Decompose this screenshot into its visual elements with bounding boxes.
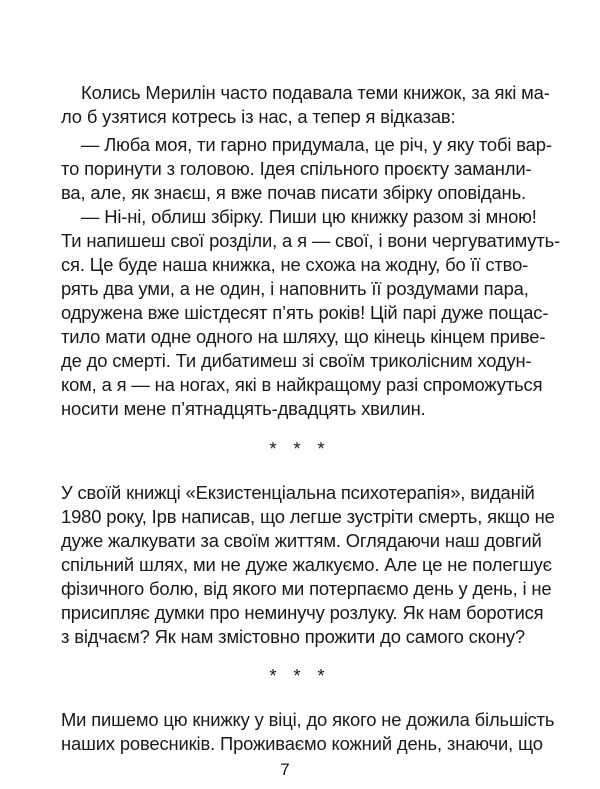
- text-line: У своїй книжці «Екзистенціальна психотерапія», виданій: [61, 482, 535, 503]
- text-line: рять два уми, а не один, і наповнить її роздумами пара,: [61, 278, 529, 299]
- text-line: 1980 року, Ірв написав, що легше зустріти смерть, якщо не: [61, 506, 555, 527]
- text-line: Ми пишемо цю книжку у віці, до якого не дожила більшість: [61, 709, 555, 730]
- text-line: Ти напишеш свої розділи, а я — свої, і вони чергуватимуть-: [61, 230, 561, 251]
- text-line: де до смерті. Ти дибатимеш зі своїм триколісним ходун-: [61, 350, 532, 371]
- text-line: Колись Мерилін часто подавала теми книжок, за які ма-: [81, 82, 550, 103]
- text-line: носити мене п’ятнадцять-двадцять хвилин.: [61, 398, 426, 419]
- text-line: ся. Це буде наша книжка, не схожа на жодну, бо її ство-: [61, 254, 529, 275]
- page-number: 7: [280, 760, 290, 779]
- text-line: тило мати одне одного на шляху, що кінець кінцем приве-: [61, 326, 546, 347]
- section-separator: * * *: [269, 666, 331, 686]
- text-line: ком, а я — на ногах, які в найкращому разі спроможуться: [61, 374, 543, 395]
- text-line: — Люба моя, ти гарно придумала, це річ, у яку тобі вар-: [81, 134, 552, 155]
- text-line: ва, але, як знаєш, я вже почав писати збірку оповідань.: [61, 182, 526, 203]
- text-line: спільний шлях, ми не дуже жалкуємо. Але це не полегшує: [61, 554, 552, 575]
- text-line: наших ровесників. Проживаємо кожний день, знаючи, що: [61, 733, 543, 754]
- text-line: — Ні-ні, облиш збірку. Пиши цю книжку разом зі мною!: [81, 206, 537, 227]
- text-line: фізичного болю, від якого ми потерпаємо день у день, і не: [61, 578, 552, 599]
- text-line: одружена вже шістдесят п’ять років! Цій парі дуже пощас-: [61, 302, 549, 323]
- text-line: дуже жалкувати за своїм життям. Оглядаючи наш довгий: [61, 530, 542, 551]
- text-line: ло б узятися котресь із нас, а тепер я відказав:: [61, 106, 456, 127]
- text-line: з відчаєм? Як нам змістовно прожити до самого скону?: [61, 626, 525, 647]
- text-line: присипляє думки про неминучу розлуку. Як нам боротися: [61, 602, 544, 623]
- section-separator: * * *: [269, 439, 331, 459]
- text-line: то поринути з головою. Ідея спільного проєкту заманли-: [61, 158, 532, 179]
